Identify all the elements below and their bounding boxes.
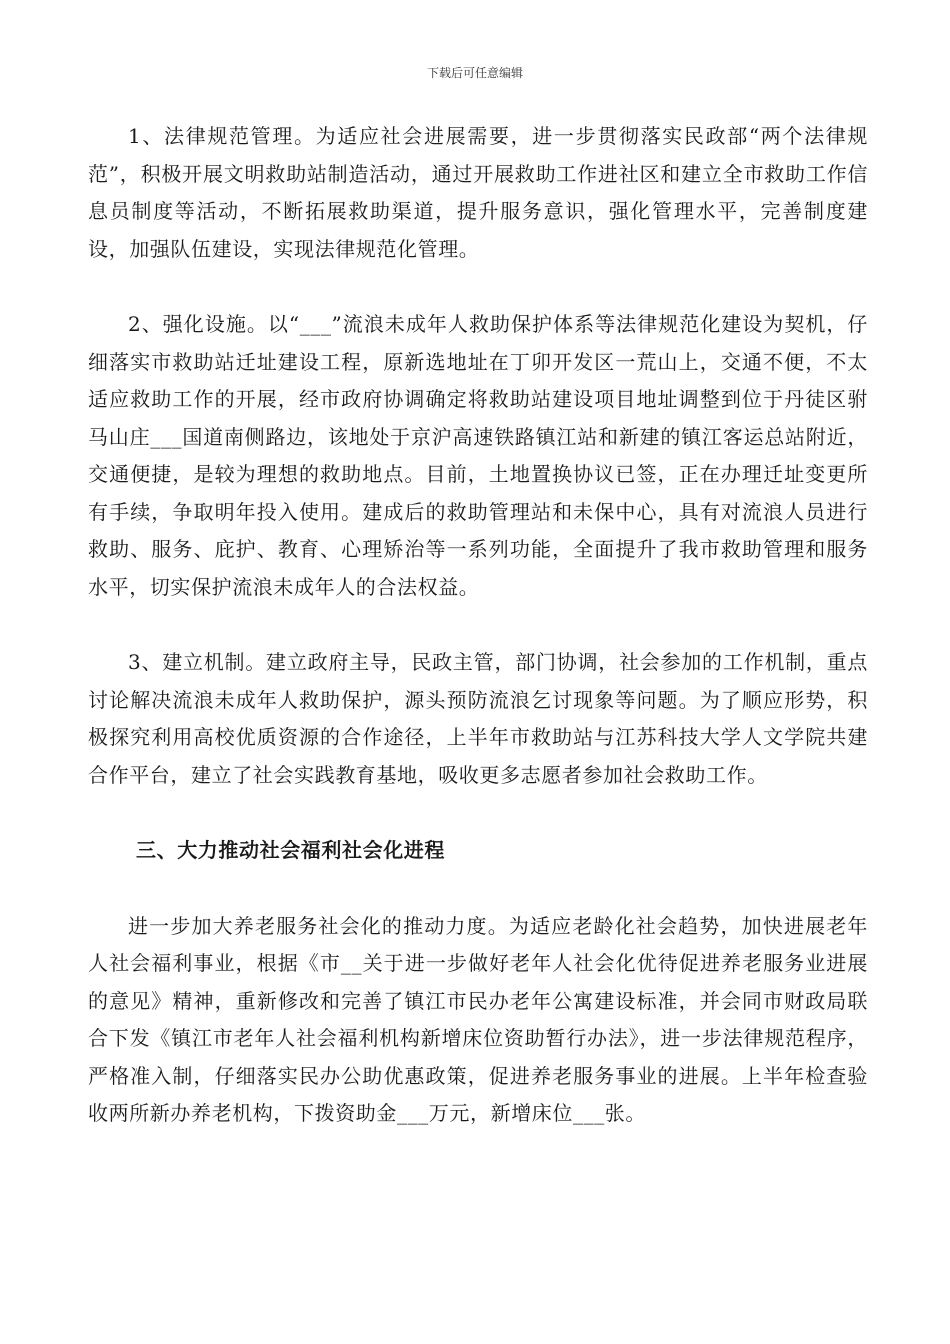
paragraph-gap <box>88 606 868 644</box>
section-heading: 三、大力推动社会福利社会化进程 <box>136 838 445 862</box>
paragraph-legal-management: 1、法律规范管理。为适应社会进展需要，进一步贯彻落实民政部“两个法律规范”，积极开展文明救助站制造活动，通过开展救助工作进社区和建立全市救助工作信息员制度等活动，不断拓展救助渠道，提升服务意识，强化管理水平，完善制度建设，加强队伍建设，实现法律规范化管理。 <box>88 124 868 261</box>
paragraph-gap <box>88 870 868 908</box>
paragraph-elderly-services: 进一步加大养老服务社会化的推动力度。为适应老龄化社会趋势，加快进展老年人社会福利事业，根据《市__关于进一步做好老年人社会化优待促进养老服务业进展的意见》精神，重新修改和完善了镇江市民办老年公寓建设标准，并会同市财政局联合下发《镇江市老年人社会福利机构新增床位资助暂行办法》，进一步法律规范程序，严格准入制，仔细落实民办公助优惠政策，促进养老服务事业的进展。上半年检查验收两所新办养老机构，下拨资助金___万元，新增床位___张。 <box>88 913 868 1125</box>
paragraph-facilities: 2、强化设施。以“___”流浪未成年人救助保护体系等法律规范化建设为契机，仔细落实市救助站迁址建设工程，原新选地址在丁卯开发区一荒山上，交通不便，不太适应救助工作的开展，经市政府协调确定将救助站建设项目地址调整到位于丹徒区驸马山庄___国道南侧路边，该地处于京沪高速铁路镇江站和新建的镇江客运总站附近，交通便捷，是较为理想的救助地点。目前，土地置换协议已签，正在办理迁址变更所有手续，争取明年投入使用。建成后的救助管理站和未保中心，具有对流浪人员进行救助、服务、庇护、教育、心理矫治等一系列功能，全面提升了我市救助管理和服务水平，切实保护流浪未成年人的合法权益。 <box>88 312 868 599</box>
paragraph-gap <box>88 794 868 832</box>
document-body <box>88 118 868 1133</box>
page-header-note: 下载后可任意编辑 <box>426 66 523 80</box>
paragraph-gap <box>88 268 868 306</box>
paragraph-mechanism: 3、建立机制。建立政府主导，民政主管，部门协调，社会参加的工作机制，重点讨论解决流浪未成年人救助保护，源头预防流浪乞讨现象等问题。为了顺应形势，积极探究利用高校优质资源的合作途径，上半年市救助站与江苏科技大学人文学院共建合作平台，建立了社会实践教育基地，吸收更多志愿者参加社会救助工作。 <box>88 650 868 787</box>
